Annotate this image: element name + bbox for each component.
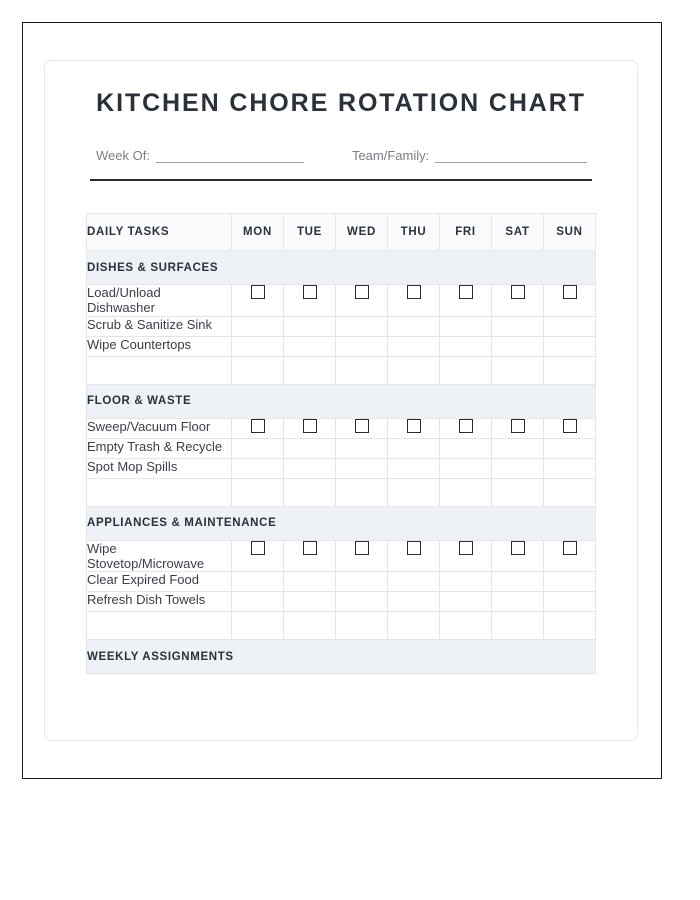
checkbox-cell-tue[interactable] [284,316,336,336]
checkbox-cell-mon[interactable] [232,316,284,336]
table-row [87,336,596,356]
checkbox-cell-sun[interactable] [544,572,596,592]
table-row [87,438,596,458]
checkbox-cell-fri[interactable] [440,316,492,336]
filler-checkbox-cell [284,356,336,384]
checkbox-cell-sun[interactable] [544,285,596,317]
group-filler-row [87,356,596,384]
meta-row [86,148,596,163]
filler-checkbox-cell [544,356,596,384]
checkbox[interactable] [407,419,421,433]
checkbox-cell-sun[interactable] [544,316,596,336]
table-row [87,540,596,572]
checkbox-cell-sun[interactable] [544,438,596,458]
page-title: KITCHEN CHORE ROTATION CHART [96,89,586,117]
checkbox-cell-tue[interactable] [284,336,336,356]
checkbox-cell-sat[interactable] [492,438,544,458]
checkbox-cell-wed[interactable] [336,418,388,438]
column-header-tue: TUE [284,214,336,251]
checkbox-cell-sun[interactable] [544,540,596,572]
column-header-sun: SUN [544,214,596,251]
checkbox-cell-fri[interactable] [440,458,492,478]
filler-checkbox-cell [388,612,440,640]
checkbox[interactable] [459,419,473,433]
checkbox[interactable] [459,285,473,299]
checkbox[interactable] [303,419,317,433]
checkbox-cell-mon[interactable] [232,438,284,458]
checkbox[interactable] [563,285,577,299]
filler-checkbox-cell [388,478,440,506]
checkbox-cell-mon[interactable] [232,418,284,438]
header-divider [90,179,592,181]
checkbox-cell-sat[interactable] [492,540,544,572]
group-filler-row [87,612,596,640]
checkbox-cell-wed[interactable] [336,592,388,612]
table-row [87,418,596,438]
table-row [87,572,596,592]
checkbox-cell-thu[interactable] [388,572,440,592]
table-row [87,316,596,336]
checkbox[interactable] [407,285,421,299]
group-header-row [87,640,596,674]
column-header-fri: FRI [440,214,492,251]
checkbox-cell-sat[interactable] [492,316,544,336]
filler-checkbox-cell [232,612,284,640]
group-header-row [87,384,596,418]
checkbox-cell-sun[interactable] [544,592,596,612]
column-header-mon: MON [232,214,284,251]
filler-checkbox-cell [492,612,544,640]
checkbox-cell-tue[interactable] [284,540,336,572]
checkbox-cell-fri[interactable] [440,418,492,438]
filler-checkbox-cell [544,478,596,506]
checkbox-cell-thu[interactable] [388,336,440,356]
checkbox-cell-sun[interactable] [544,418,596,438]
filler-checkbox-cell [336,356,388,384]
checkbox-cell-sat[interactable] [492,572,544,592]
task-label: Empty Trash & Recycle [87,438,232,458]
task-label: Wipe Stovetop/Microwave [87,540,232,572]
filler-checkbox-cell [336,478,388,506]
filler-checkbox-cell [492,356,544,384]
week-of-field[interactable] [96,148,304,163]
checkbox[interactable] [251,419,265,433]
table-row [87,285,596,317]
checkbox-cell-fri[interactable] [440,572,492,592]
task-label: Clear Expired Food [87,572,232,592]
column-header-task: DAILY TASKS [87,214,232,251]
checkbox[interactable] [407,541,421,555]
checkbox[interactable] [459,541,473,555]
checkbox-cell-wed[interactable] [336,540,388,572]
chore-rotation-table [86,213,596,674]
filler-task-cell [87,478,232,506]
task-label: Sweep/Vacuum Floor [87,418,232,438]
checkbox-cell-sat[interactable] [492,336,544,356]
checkbox-cell-sat[interactable] [492,592,544,612]
table-row [87,592,596,612]
checkbox-cell-tue[interactable] [284,458,336,478]
filler-checkbox-cell [440,356,492,384]
checkbox-cell-tue[interactable] [284,592,336,612]
task-label: Spot Mop Spills [87,458,232,478]
group-header-label: DISHES & SURFACES [87,251,596,285]
week-of-input[interactable] [156,150,304,163]
document-content [44,60,638,674]
checkbox-cell-mon[interactable] [232,336,284,356]
filler-checkbox-cell [232,478,284,506]
checkbox-cell-fri[interactable] [440,285,492,317]
column-header-sat: SAT [492,214,544,251]
checkbox-cell-thu[interactable] [388,458,440,478]
task-label: Scrub & Sanitize Sink [87,316,232,336]
group-filler-row [87,478,596,506]
checkbox-cell-sun[interactable] [544,458,596,478]
filler-checkbox-cell [492,478,544,506]
checkbox[interactable] [563,541,577,555]
filler-checkbox-cell [336,612,388,640]
checkbox-cell-mon[interactable] [232,458,284,478]
task-label: Refresh Dish Towels [87,592,232,612]
column-header-thu: THU [388,214,440,251]
filler-checkbox-cell [388,356,440,384]
checkbox[interactable] [511,419,525,433]
table-row [87,458,596,478]
checkbox[interactable] [355,419,369,433]
checkbox-cell-mon[interactable] [232,592,284,612]
checkbox-cell-wed[interactable] [336,336,388,356]
team-family-label: Team/Family: [351,148,430,163]
task-label: Wipe Countertops [87,336,232,356]
checkbox[interactable] [355,541,369,555]
checkbox-cell-thu[interactable] [388,592,440,612]
checkbox-cell-sat[interactable] [492,285,544,317]
checkbox-cell-fri[interactable] [440,438,492,458]
filler-checkbox-cell [232,356,284,384]
checkbox-cell-mon[interactable] [232,572,284,592]
checkbox-cell-tue[interactable] [284,572,336,592]
group-header-label: FLOOR & WASTE [87,384,596,418]
checkbox-cell-tue[interactable] [284,285,336,317]
checkbox[interactable] [251,285,265,299]
checkbox-cell-tue[interactable] [284,418,336,438]
checkbox-cell-thu[interactable] [388,316,440,336]
checkbox[interactable] [303,541,317,555]
checkbox-cell-fri[interactable] [440,592,492,612]
filler-task-cell [87,356,232,384]
checkbox-cell-sun[interactable] [544,336,596,356]
checkbox-cell-fri[interactable] [440,540,492,572]
filler-checkbox-cell [544,612,596,640]
group-header-row [87,251,596,285]
filler-task-cell [87,612,232,640]
checkbox-cell-sat[interactable] [492,458,544,478]
checkbox-cell-wed[interactable] [336,316,388,336]
week-of-label: Week Of: [96,148,150,163]
task-label: Load/Unload Dishwasher [87,285,232,317]
checkbox-cell-thu[interactable] [388,418,440,438]
filler-checkbox-cell [284,612,336,640]
table-header-row [87,214,596,251]
checkbox-cell-thu[interactable] [388,285,440,317]
checkbox-cell-wed[interactable] [336,438,388,458]
checkbox-cell-fri[interactable] [440,336,492,356]
table-body [87,251,596,674]
checkbox-cell-wed[interactable] [336,458,388,478]
checkbox[interactable] [251,541,265,555]
checkbox-cell-sat[interactable] [492,418,544,438]
checkbox-cell-wed[interactable] [336,285,388,317]
group-header-label: WEEKLY ASSIGNMENTS [87,640,596,674]
column-header-wed: WED [336,214,388,251]
checkbox[interactable] [511,285,525,299]
checkbox[interactable] [303,285,317,299]
group-header-row [87,506,596,540]
checkbox-cell-wed[interactable] [336,572,388,592]
table-head [87,214,596,251]
team-family-input[interactable] [435,150,587,163]
checkbox[interactable] [355,285,369,299]
group-header-label: APPLIANCES & MAINTENANCE [87,506,596,540]
checkbox[interactable] [563,419,577,433]
checkbox-cell-tue[interactable] [284,438,336,458]
filler-checkbox-cell [284,478,336,506]
filler-checkbox-cell [440,478,492,506]
checkbox-cell-mon[interactable] [232,540,284,572]
team-family-field[interactable] [352,148,587,163]
filler-checkbox-cell [440,612,492,640]
checkbox[interactable] [511,541,525,555]
checkbox-cell-thu[interactable] [388,438,440,458]
checkbox-cell-mon[interactable] [232,285,284,317]
checkbox-cell-thu[interactable] [388,540,440,572]
